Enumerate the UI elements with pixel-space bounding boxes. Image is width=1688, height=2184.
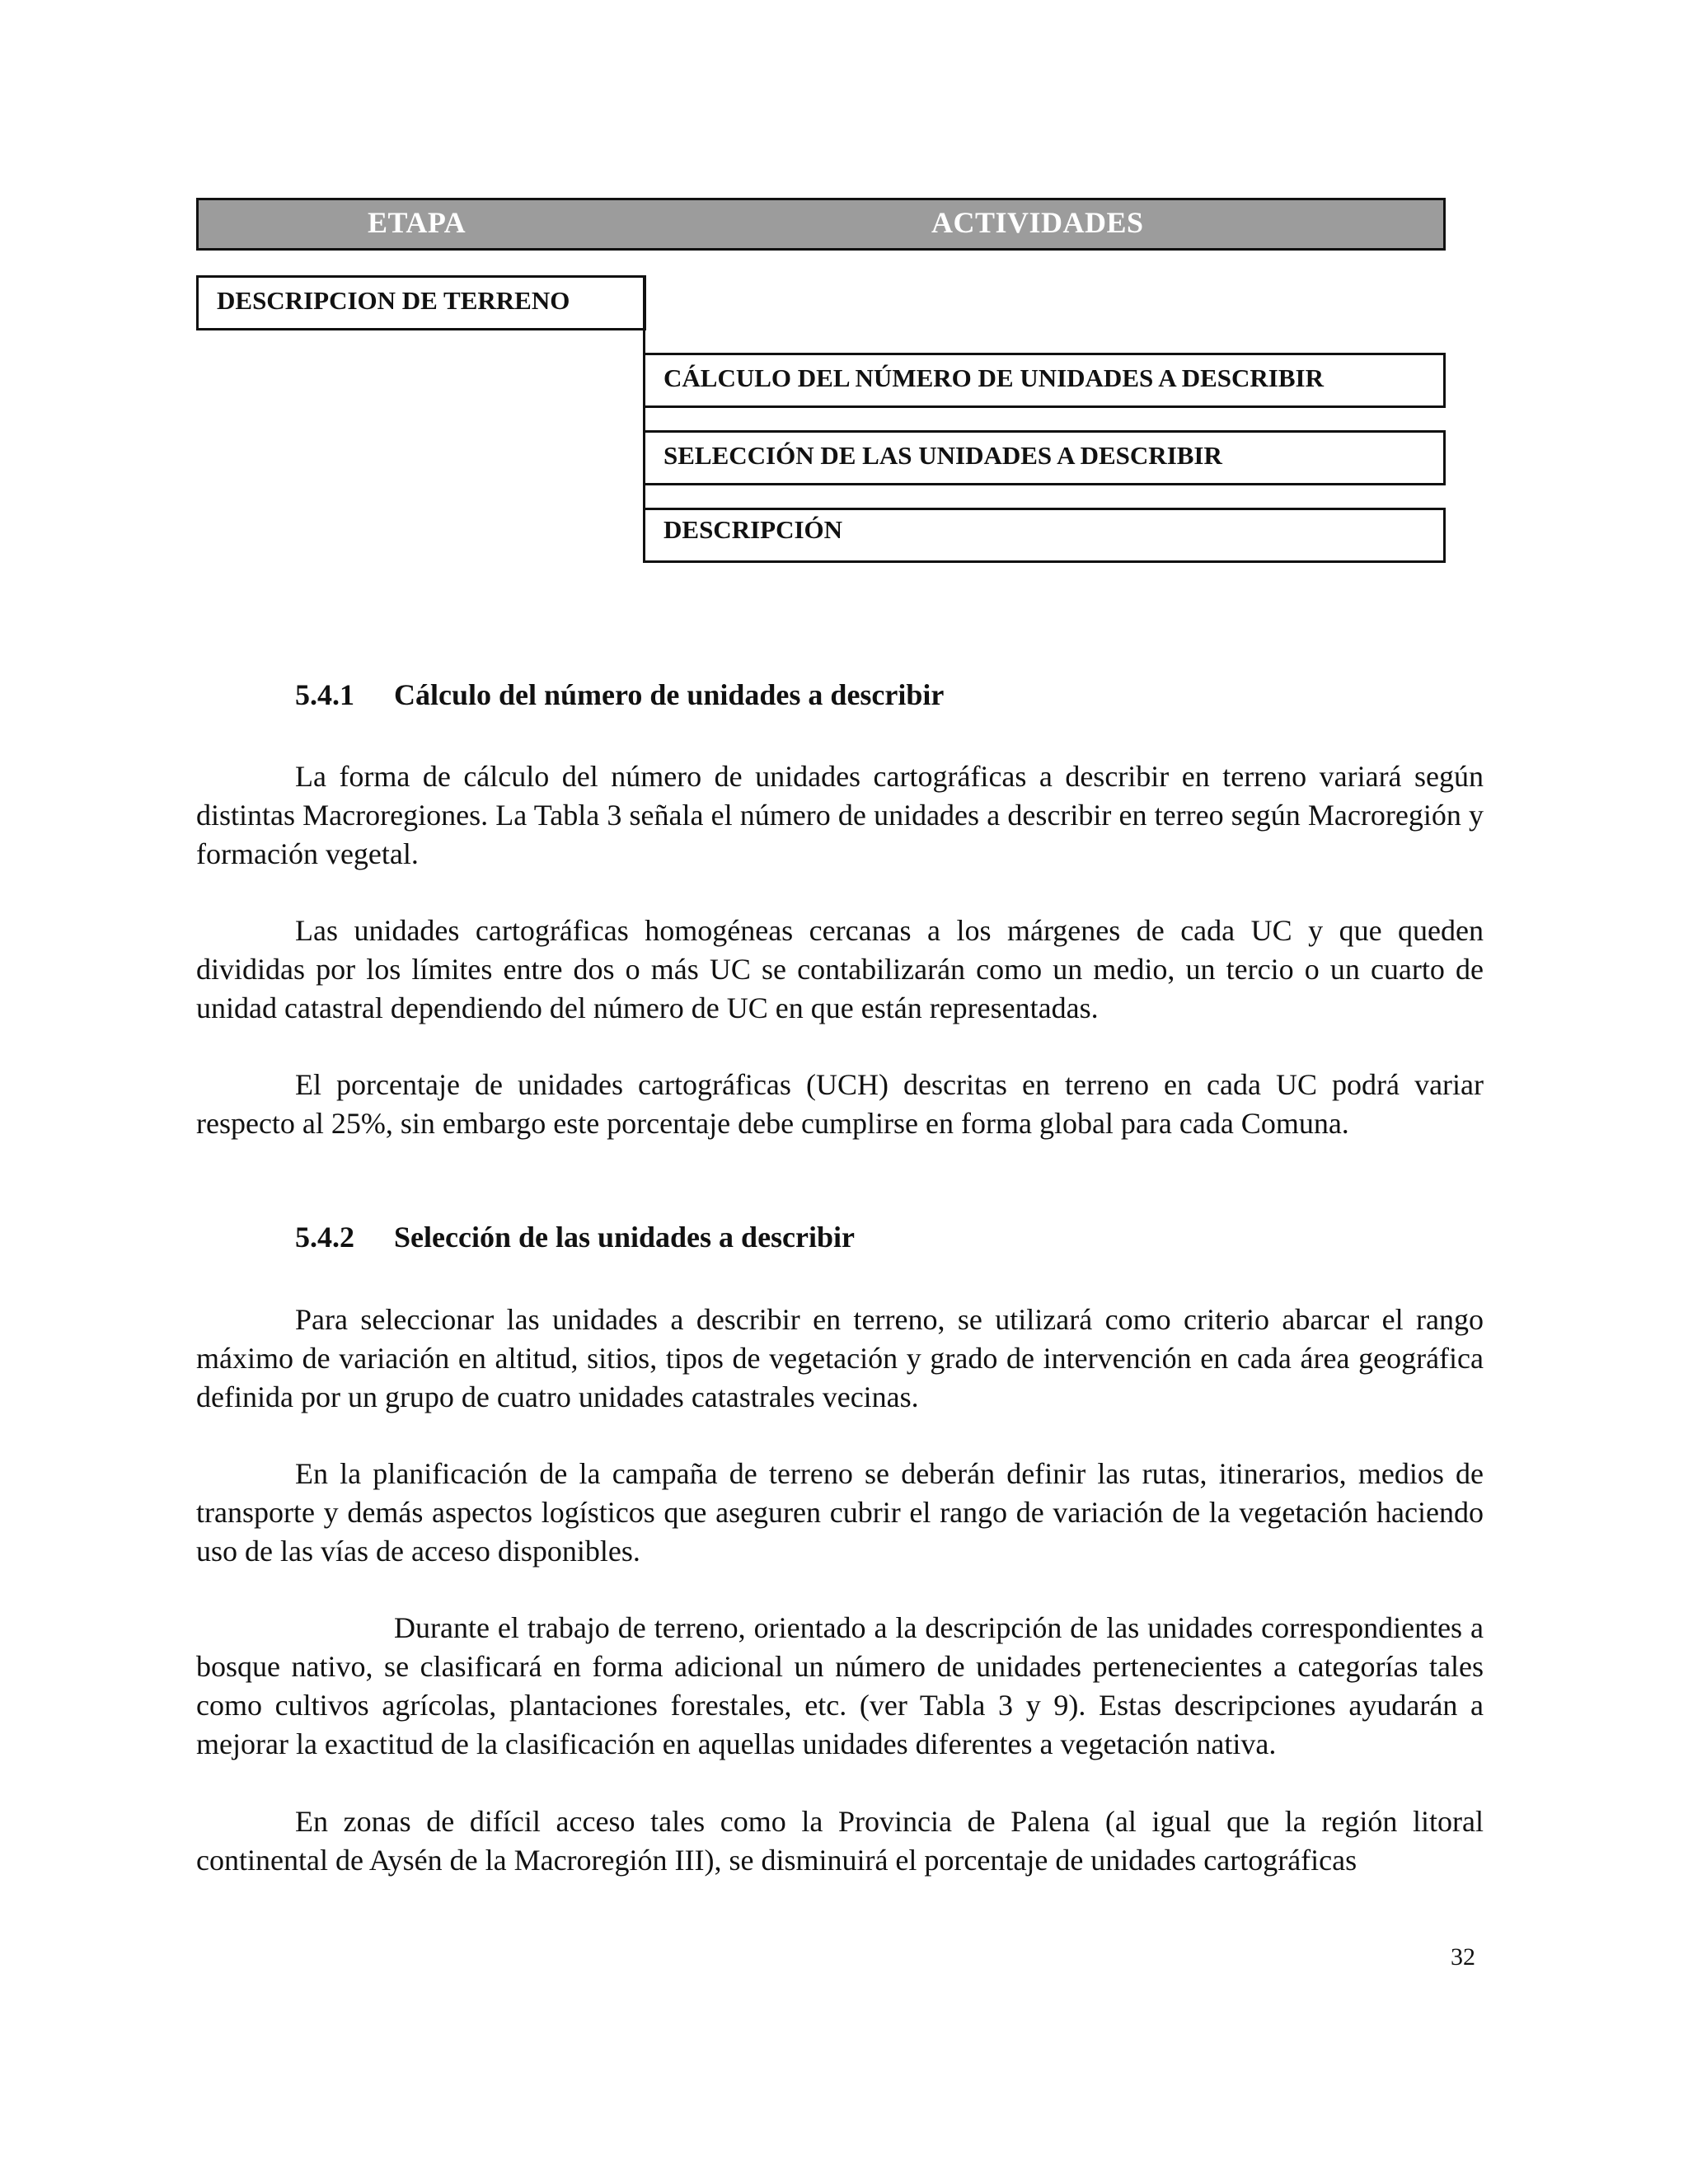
header-actividades: ACTIVIDADES bbox=[931, 206, 1144, 239]
paragraph: En zonas de difícil acceso tales como la Provincia de Palena (al igual que la región litoral continental de Aysén de la Macroregión III), se disminuirá el porcentaje de unidades cartográficas bbox=[196, 1805, 1484, 1877]
paragraph: El porcentaje de unidades cartográficas (UCH) descritas en terreno en cada UC podrá variar respecto al 25%, sin embargo este porcentaje debe cumplirse en forma global para cada Comuna. bbox=[196, 1068, 1484, 1140]
section-number: 5.4.1 bbox=[295, 678, 354, 711]
paragraph: Durante el trabajo de terreno, orientado a la descripción de las unidades correspondientes a bosque nativo, se clasificará en forma adicional un número de unidades pertenecientes a categorías tales como cultivos agrícolas, plantaciones forestales, etc. (ver Tabla 3 y 9). Estas descripciones ayudarán a mejorar la exactitud de la clasificación en aquellas unidades diferentes a vegetación nativa. bbox=[196, 1611, 1484, 1760]
actividad-label: DESCRIPCIÓN bbox=[663, 515, 843, 544]
actividad-box-seleccion bbox=[643, 430, 1446, 485]
actividad-label: CÁLCULO DEL NÚMERO DE UNIDADES A DESCRIBIR bbox=[663, 363, 1324, 392]
section-number: 5.4.2 bbox=[295, 1221, 354, 1254]
section-heading-541 bbox=[295, 677, 944, 712]
header-etapa: ETAPA bbox=[368, 206, 467, 239]
actividad-box-descripcion bbox=[643, 508, 1446, 563]
page-number: 32 bbox=[1451, 1943, 1475, 1971]
paragraph: Las unidades cartográficas homogéneas cercanas a los márgenes de cada UC y que queden divididas por los límites entre dos o más UC se contabilizarán como un medio, un tercio o un cuarto de unidad catastral dependiendo del número de UC en que están representadas. bbox=[196, 914, 1484, 1024]
section-title: Cálculo del número de unidades a describir bbox=[394, 678, 945, 711]
actividad-label: SELECCIÓN DE LAS UNIDADES A DESCRIBIR bbox=[663, 441, 1222, 470]
paragraph: Para seleccionar las unidades a describir en terreno, se utilizará como criterio abarcar el rango máximo de variación en altitud, sitios, tipos de vegetación y grado de intervención en cada área geográfica definida por un grupo de cuatro unidades catastrales vecinas. bbox=[196, 1303, 1484, 1413]
etapa-box bbox=[196, 275, 646, 330]
diagram-header-bar bbox=[196, 198, 1446, 251]
actividad-box-calculo bbox=[643, 353, 1446, 408]
section-heading-542 bbox=[295, 1220, 855, 1254]
section-title: Selección de las unidades a describir bbox=[394, 1221, 856, 1254]
paragraph: En la planificación de la campaña de terreno se deberán definir las rutas, itinerarios, medios de transporte y demás aspectos logísticos que aseguren cubrir el rango de variación de la vegetación haciendo uso de las vías de acceso disponibles. bbox=[196, 1457, 1484, 1568]
etapa-label: DESCRIPCION DE TERRENO bbox=[217, 286, 570, 315]
paragraph: La forma de cálculo del número de unidades cartográficas a describir en terreno variará según distintas Macroregiones. La Tabla 3 señala el número de unidades a describir en terreo según Macroregión y formación vegetal. bbox=[196, 760, 1484, 870]
